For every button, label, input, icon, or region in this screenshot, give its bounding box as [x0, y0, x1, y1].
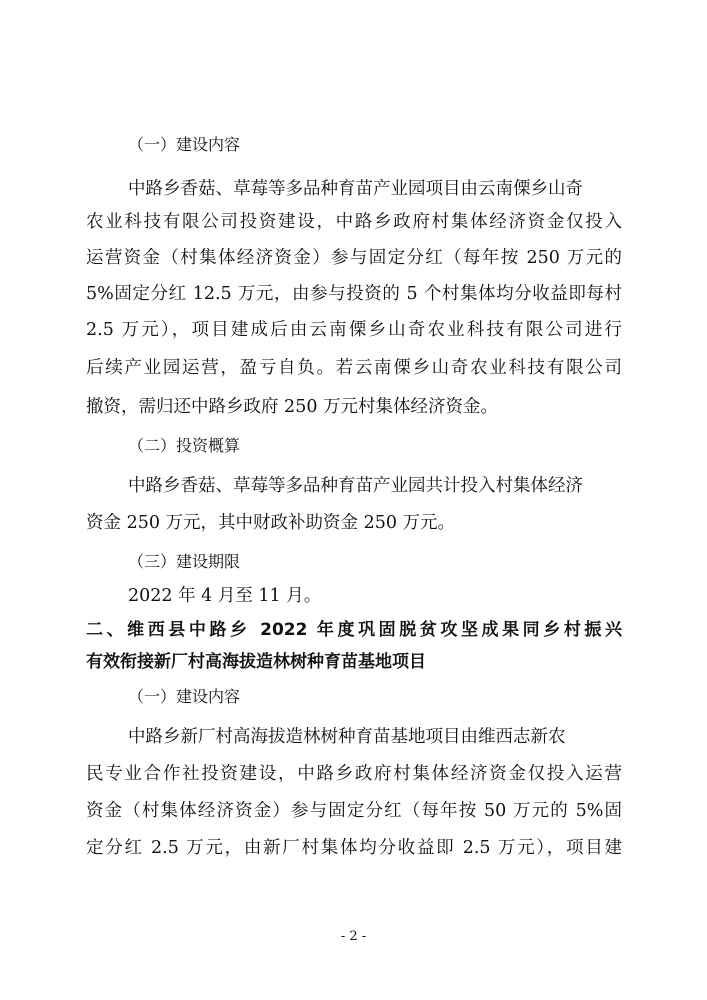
paragraph-line: 中路乡香菇、草莓等多品种育苗产业园共计投入村集体经济: [128, 476, 583, 496]
paragraph-line: 运营资金（村集体经济资金）参与固定分红（每年按 250 万元的: [86, 248, 622, 268]
paragraph-line: 撤资，需归还中路乡政府 250 万元村集体经济资金。: [86, 397, 499, 417]
paragraph-line: 资金（村集体经济资金）参与固定分红（每年按 50 万元的 5%固: [86, 801, 622, 821]
section-heading-line: 有效衔接新厂村高海拔造林树种育苗基地项目: [86, 652, 426, 672]
section-heading-line: 二、维西县中路乡 2022 年度巩固脱贫攻坚成果同乡村振兴: [86, 620, 622, 640]
paragraph-line: 农业科技有限公司投资建设，中路乡政府村集体经济资金仅投入: [86, 212, 622, 232]
subsection-heading-construction: （一）建设内容: [128, 687, 241, 706]
paragraph-line: 定分红 2.5 万元，由新厂村集体均分收益即 2.5 万元），项目建: [86, 838, 622, 858]
paragraph-line: 民专业合作社投资建设，中路乡政府村集体经济资金仅投入运营: [86, 764, 622, 784]
paragraph-line: 5%固定分红 12.5 万元，由参与投资的 5 个村集体均分收益即每村: [86, 284, 622, 304]
paragraph-line: 后续产业园运营，盈亏自负。若云南傈乡山奇农业科技有限公司: [86, 358, 622, 378]
paragraph-line: 2022 年 4 月至 11 月。: [128, 586, 322, 606]
paragraph-line: 资金 250 万元，其中财政补助资金 250 万元。: [86, 513, 456, 533]
paragraph-line: 中路乡香菇、草莓等多品种育苗产业园项目由云南傈乡山奇: [128, 179, 583, 199]
subsection-heading-construction: （一）建设内容: [128, 135, 241, 154]
paragraph-line: 2.5 万元），项目建成后由云南傈乡山奇农业科技有限公司进行: [86, 320, 622, 340]
subsection-heading-investment: （二）投资概算: [128, 436, 241, 455]
paragraph-line: 中路乡新厂村高海拔造林树种育苗基地项目由维西志新农: [128, 727, 566, 747]
page-number: - 2 -: [340, 929, 367, 944]
subsection-heading-period: （三）建设期限: [128, 552, 241, 571]
